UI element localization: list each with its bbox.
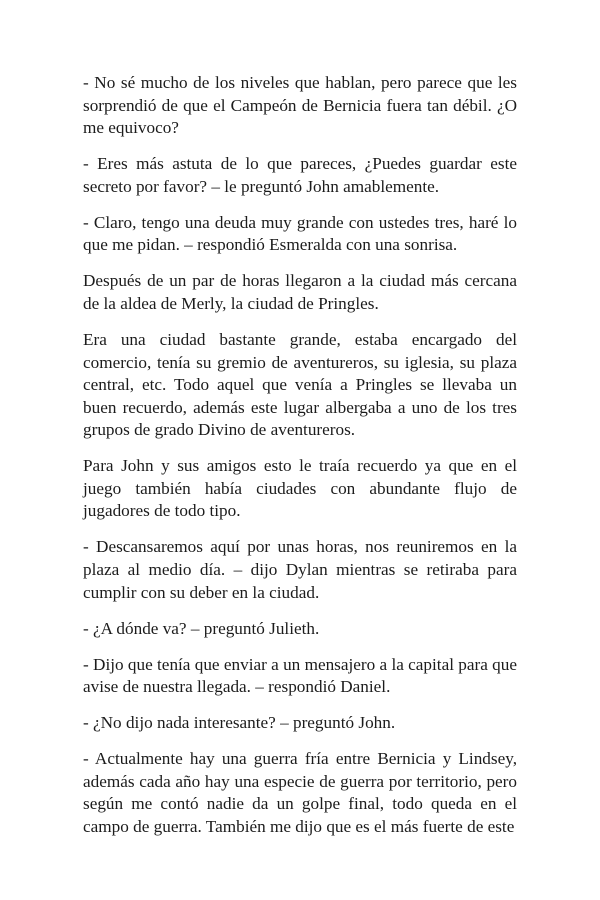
- paragraph-dialogue-daniel: - Dijo que tenía que enviar a un mensajero a la capital para que avise de nuestra llegada. – respondió Daniel.: [83, 654, 517, 697]
- paragraph-city-description: Era una ciudad bastante grande, estaba encargado del comercio, tenía su gremio de aventureros, su iglesia, su plaza central, etc. Todo aquel que venía a Pringles se llevaba un buen recuerdo, además este lugar albergaba a uno de los tres grupos de grado Divino de aventureros.: [83, 329, 517, 440]
- paragraph-dialogue-esmeralda-question: - No sé mucho de los niveles que hablan, pero parece que les sorprendió de que el Campeón de Bernicia fuera tan débil. ¿O me equivoco?: [83, 73, 517, 138]
- paragraph-cold-war: - Actualmente hay una guerra fría entre Bernicia y Lindsey, además cada año hay una especie de guerra por territorio, pero según me contó nadie da un golpe final, todo queda en el campo de guerra. También me dijo que es el más fuerte de este: [83, 749, 517, 836]
- page-text: [83, 72, 517, 852]
- paragraph-dialogue-dylan: - Descansaremos aquí por unas horas, nos reuniremos en la plaza al medio día. – dijo Dylan mientras se retiraba para cumplir con su deber en la ciudad.: [83, 537, 517, 602]
- paragraph-arrival-pringles: Después de un par de horas llegaron a la ciudad más cercana de la aldea de Merly, la ciudad de Pringles.: [83, 271, 517, 313]
- paragraph-dialogue-john-secret: - Eres más astuta de lo que pareces, ¿Puedes guardar este secreto por favor? – le preguntó John amablemente.: [83, 154, 517, 196]
- paragraph-dialogue-john-question: - ¿No dijo nada interesante? – preguntó John.: [83, 713, 396, 733]
- paragraph-dialogue-esmeralda-reply: - Claro, tengo una deuda muy grande con ustedes tres, haré lo que me pidan. – respondió Esmeralda con una sonrisa.: [83, 212, 517, 255]
- paragraph-dialogue-julieth: - ¿A dónde va? – preguntó Julieth.: [83, 618, 320, 638]
- paragraph-game-memory: Para John y sus amigos esto le traía recuerdo ya que en el juego también había ciudades con abundante flujo de jugadores de todo tipo.: [83, 456, 517, 521]
